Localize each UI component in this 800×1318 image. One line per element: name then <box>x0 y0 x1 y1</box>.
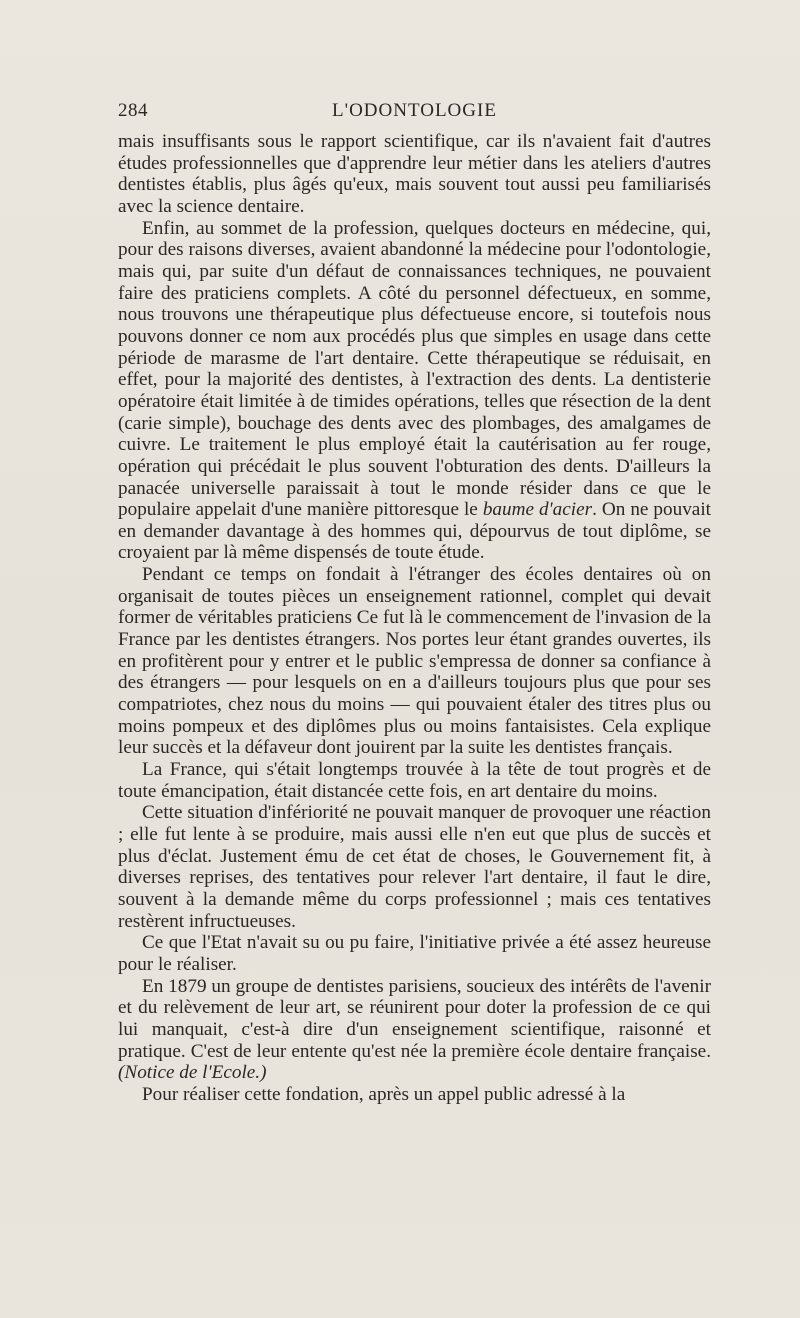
paragraph-5 <box>118 802 711 932</box>
paragraph-4 <box>118 759 711 802</box>
journal-title: L'ODONTOLOGIE <box>332 100 497 121</box>
italic-term: baume d'acier <box>482 499 593 521</box>
paragraph-text: Pendant ce temps on fondait à l'étranger des écoles dentaires où on organisait de toutes pièces un enseignement rationnel, complet qui devait former de véritables praticiens Ce fut là le commencement de l'invasion de la France par les dentistes étrangers. Nos portes leur étant grandes ouvertes, ils en profitèrent pour y entrer et le public s'empressa de donner sa confiance à des étrangers — pour lesquels on en a d'ailleurs toujours plus que pour ses compatriotes, chez nous du moins — qui pouvaient étaler des titres plus ou moins pompeux et des diplômes plus ou moins fantaisistes. Cela explique leur succès et la défaveur dont jouirent par la suite les dentistes français. <box>118 564 711 759</box>
paragraph-text: Ce que l'Etat n'avait su ou pu faire, l'initiative privée a été assez heureuse pour le réaliser. <box>118 932 711 975</box>
paragraph-3 <box>118 564 711 759</box>
paragraph-8 <box>118 1084 711 1106</box>
paragraph-text: Pour réaliser cette fondation, après un appel public adressé à la <box>142 1083 626 1105</box>
paragraph-7 <box>118 976 711 1084</box>
body-text <box>118 131 711 1106</box>
paragraph-text: La France, qui s'était longtemps trouvée à la tête de tout progrès et de toute émancipation, était distancée cette fois, en art dentaire du moins. <box>118 759 711 802</box>
paragraph-text-after: . On ne pouvait en demander davantage à des hommes qui, dépourvus de tout diplôme, se croyaient par là même dispensés de toute étude. <box>118 499 711 564</box>
paragraph-6 <box>118 932 711 975</box>
paragraph-text: mais insuffisants sous le rapport scientifique, car ils n'avaient fait d'autres études professionnelles que d'apprendre leur métier dans les ateliers d'autres dentistes établis, plus âgés qu'eux, mais souvent tout aussi peu familiarisés avec la science dentaire. <box>118 131 711 217</box>
paragraph-2 <box>118 218 711 565</box>
paragraph-text: Cette situation d'infériorité ne pouvait manquer de provoquer une réaction ; elle fut lente à se produire, mais aussi elle n'en eut que plus de succès et plus d'éclat. Justement ému de cet état de choses, le Gouvernement fit, à diverses reprises, des tentatives pour relever l'art dentaire, il faut le dire, souvent à la demande même du corps professionnel ; mais ces tentatives restèrent infructueuses. <box>118 802 711 932</box>
paragraph-text: En 1879 un groupe de dentistes parisiens, soucieux des intérêts de l'avenir et du relèvement de leur art, se réunirent pour doter la profession de ce qui lui manquait, c'est-à dire d'un enseignement scientifique, raisonné et pratique. C'est de leur entente qu'est née la première école dentaire française. <box>118 975 711 1062</box>
running-head <box>118 100 711 130</box>
page-number: 284 <box>118 100 148 121</box>
paragraph-1 <box>118 131 711 218</box>
italic-citation: (Notice de l'Ecole.) <box>118 1062 267 1084</box>
paragraph-text: Enfin, au sommet de la profession, quelques docteurs en médecine, qui, pour des raisons diverses, avaient abandonné la médecine pour l'odontologie, mais qui, par suite d'un défaut de connaissances techniques, ne pouvaient faire des praticiens complets. A côté du personnel défectueux, en somme, nous trouvons une thérapeutique plus défectueuse encore, si toutefois nous pouvons donner ce nom aux procédés plus que simples en usage dans cette période de marasme de l'art dentaire. Cette thérapeutique se réduisait, en effet, pour la majorité des dentistes, à l'extraction des dents. La dentisterie opératoire était limitée à de timides opérations, telles que résection de la dent (carie simple), bouchage des dents avec des plombages, des amalgames de cuivre. Le traitement le plus employé était la cautérisation au fer rouge, opération qui précédait le plus souvent l'obturation des dents. D'ailleurs la panacée universelle paraissait à tout le monde résider dans ce que le populaire appelait d'une manière pittoresque le <box>118 217 711 521</box>
